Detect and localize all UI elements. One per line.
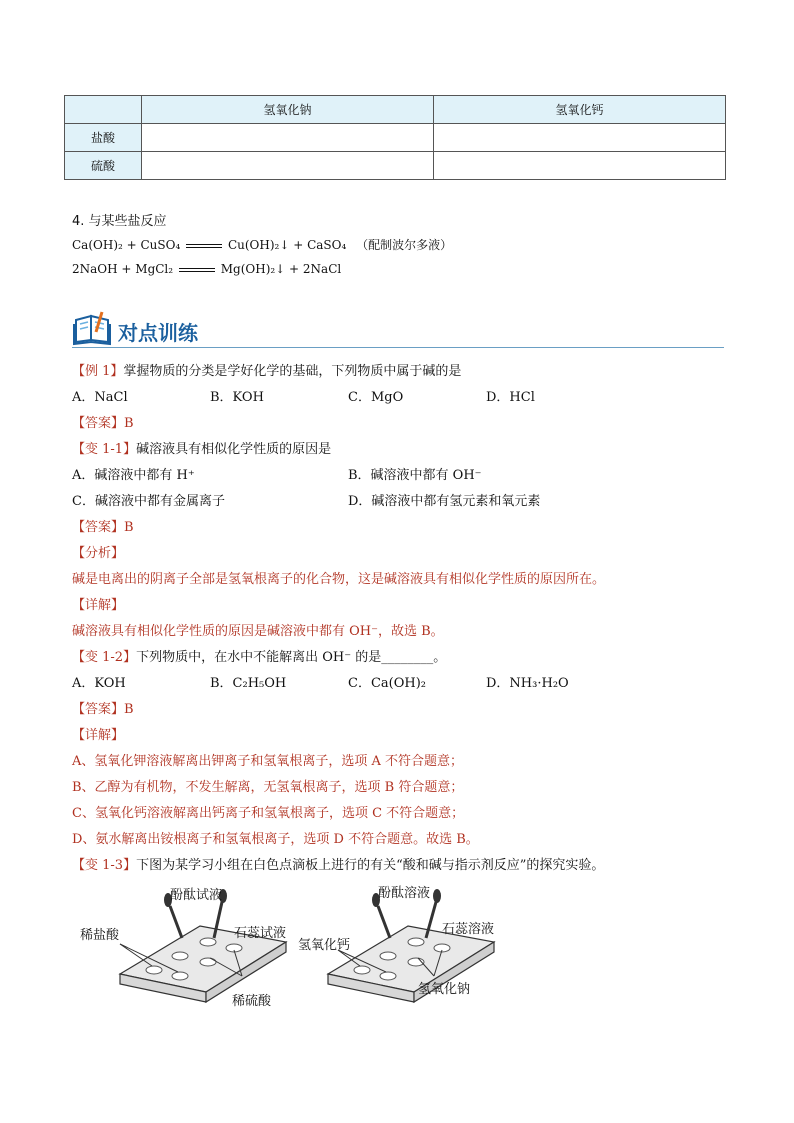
label-litmus-solution: 石蕊溶液: [442, 922, 495, 937]
answer-v12: [72, 698, 134, 717]
section-heading: 对点训练: [118, 321, 198, 345]
answer-tag: 【答案】: [72, 416, 125, 431]
question-tag: 【变 1-2】: [72, 650, 137, 665]
table-cell: [434, 124, 726, 152]
reaction-table: [64, 95, 726, 180]
option-a: A．碱溶液中都有 H⁺: [72, 468, 195, 483]
option-c: C．MgO: [348, 390, 404, 405]
option-a: A．NaCl: [72, 390, 128, 405]
equals-sign: [186, 244, 222, 248]
equation-1: [72, 236, 452, 253]
heading-rule: [72, 347, 724, 348]
answer-tag: 【答案】: [72, 520, 125, 535]
detail-line: A、氢氧化钾溶液解离出钾离子和氢氧根离子，选项 A 不符合题意；: [72, 754, 464, 769]
book-icon: [72, 310, 114, 346]
equation-note: （配制波尔多液）: [356, 238, 453, 252]
detail-text: 碱溶液具有相似化学性质的原因是碱溶液中都有 OH⁻，故选 B。: [72, 624, 444, 639]
equation-2: [72, 262, 341, 276]
question-v12: [72, 646, 446, 665]
detail-tag: 【详解】: [72, 598, 125, 613]
question-text: 掌握物质的分类是学好化学的基础，下列物质中属于碱的是: [123, 364, 462, 379]
question-v11: [72, 438, 331, 457]
option-d: D．碱溶液中都有氢元素和氧元素: [348, 494, 541, 509]
option-a: A．KOH: [72, 676, 126, 691]
option-b: B．KOH: [210, 390, 264, 405]
question-tag: 【变 1-3】: [72, 858, 137, 873]
label-naoh: 氢氧化钠: [418, 982, 471, 997]
equation-right: Cu(OH)₂↓ + CaSO₄: [227, 238, 347, 252]
question-v13: [72, 854, 604, 873]
table-header: 氢氧化钙: [434, 96, 726, 124]
answer-value: B: [124, 520, 134, 535]
analysis-tag: 【分析】: [72, 546, 125, 561]
table-corner: [65, 96, 142, 124]
table-header: 氢氧化钠: [142, 96, 434, 124]
table-cell: [434, 152, 726, 180]
label-hcl: 稀盐酸: [80, 928, 120, 943]
section-title: 4. 与某些盐反应: [72, 214, 167, 229]
option-d: D．HCl: [486, 390, 535, 405]
question-tag: 【变 1-1】: [72, 442, 137, 457]
question-text: 下列物质中，在水中不能解离出 OH⁻ 的是________。: [136, 650, 447, 665]
option-d: D．NH₃·H₂O: [486, 676, 569, 691]
equation-right: Mg(OH)₂↓ + 2NaCl: [220, 262, 342, 276]
equation-left: 2NaOH + MgCl₂: [72, 262, 174, 276]
question-ex1: [72, 360, 461, 379]
equals-sign: [179, 268, 215, 272]
label-caoh2: 氢氧化钙: [298, 938, 351, 953]
table-row-header: 盐酸: [65, 124, 142, 152]
answer-tag: 【答案】: [72, 702, 125, 717]
question-text: 碱溶液具有相似化学性质的原因是: [136, 442, 332, 457]
answer-value: B: [124, 416, 134, 431]
detail-tag: 【详解】: [72, 728, 125, 743]
option-c: C．Ca(OH)₂: [348, 676, 426, 691]
detail-line: C、氢氧化钙溶液解离出钙离子和氢氧根离子，选项 C 不符合题意；: [72, 806, 465, 821]
option-b: B．C₂H₅OH: [210, 676, 287, 691]
table-cell: [142, 152, 434, 180]
option-c: C．碱溶液中都有金属离子: [72, 494, 225, 509]
label-litmus: 石蕊试液: [234, 926, 287, 941]
table-cell: [142, 124, 434, 152]
detail-line: B、乙醇为有机物，不发生解离，无氢氧根离子，选项 B 符合题意；: [72, 780, 464, 795]
label-phenolphthalein: 酚酞试液: [170, 888, 223, 903]
label-phenolphthalein-solution: 酚酞溶液: [378, 886, 431, 901]
detail-line: D、氨水解离出铵根离子和氢氧根离子，选项 D 不符合题意。故选 B。: [72, 832, 479, 847]
equation-left: Ca(OH)₂ + CuSO₄: [72, 238, 181, 252]
answer-value: B: [124, 702, 134, 717]
question-tag: 【例 1】: [72, 364, 124, 379]
question-text: 下图为某学习小组在白色点滴板上进行的有关“酸和碱与指示剂反应”的探究实验。: [136, 858, 605, 873]
answer-ex1: [72, 412, 134, 431]
option-b: B．碱溶液中都有 OH⁻: [348, 468, 482, 483]
table-row-header: 硫酸: [65, 152, 142, 180]
label-h2so4: 稀硫酸: [232, 994, 272, 1009]
answer-v11: [72, 516, 134, 535]
analysis-text: 碱是电离出的阴离子全部是氢氧根离子的化合物，这是碱溶液具有相似化学性质的原因所在。: [72, 572, 606, 587]
